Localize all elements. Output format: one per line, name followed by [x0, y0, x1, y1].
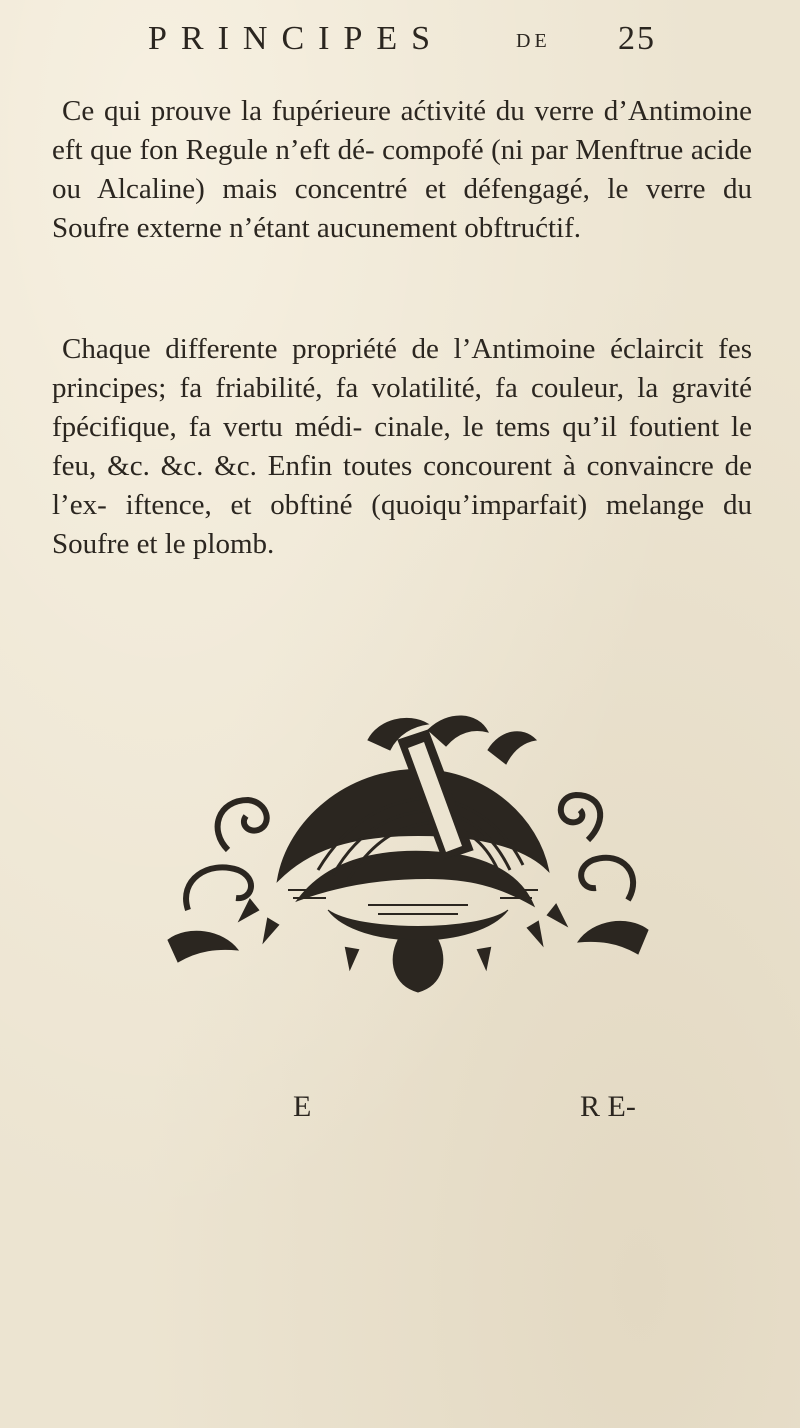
floral-tailpiece-ornament-icon: [128, 700, 688, 1000]
catchword: R E-: [580, 1090, 636, 1123]
signature-mark: E: [293, 1090, 312, 1123]
paragraph-2: [52, 330, 752, 564]
paragraph-1: [52, 92, 752, 248]
paragraph-2-text: Chaque differente propriété de l’Antimoine éclaircit fes principes; fa friabilité, fa volatilité, fa couleur, la gravité fpécifique, fa vertu médi- cinale, le tems qu’il foutient le feu, &c. &c. &c. Enfin toutes concourent à convaincre de l’ex- iftence, et obftiné (quoiqu’imparfait) melange du Soufre et le plomb.: [52, 333, 752, 560]
running-head-de: DE: [516, 30, 551, 52]
running-head: [148, 14, 668, 62]
catchwords: [0, 1090, 800, 1140]
page-number: 25: [618, 20, 656, 57]
running-head-title: PRINCIPES: [148, 20, 445, 57]
paragraph-1-text: Ce qui prouve la fupérieure aćtivité du verre d’Antimoine eft que fon Regule n’eft dé- compofé (ni par Menftrue acide ou Alcaline) mais concentré et défengagé, le verre du Soufre externe n’étant aucunement obftrućtif.: [52, 95, 752, 244]
